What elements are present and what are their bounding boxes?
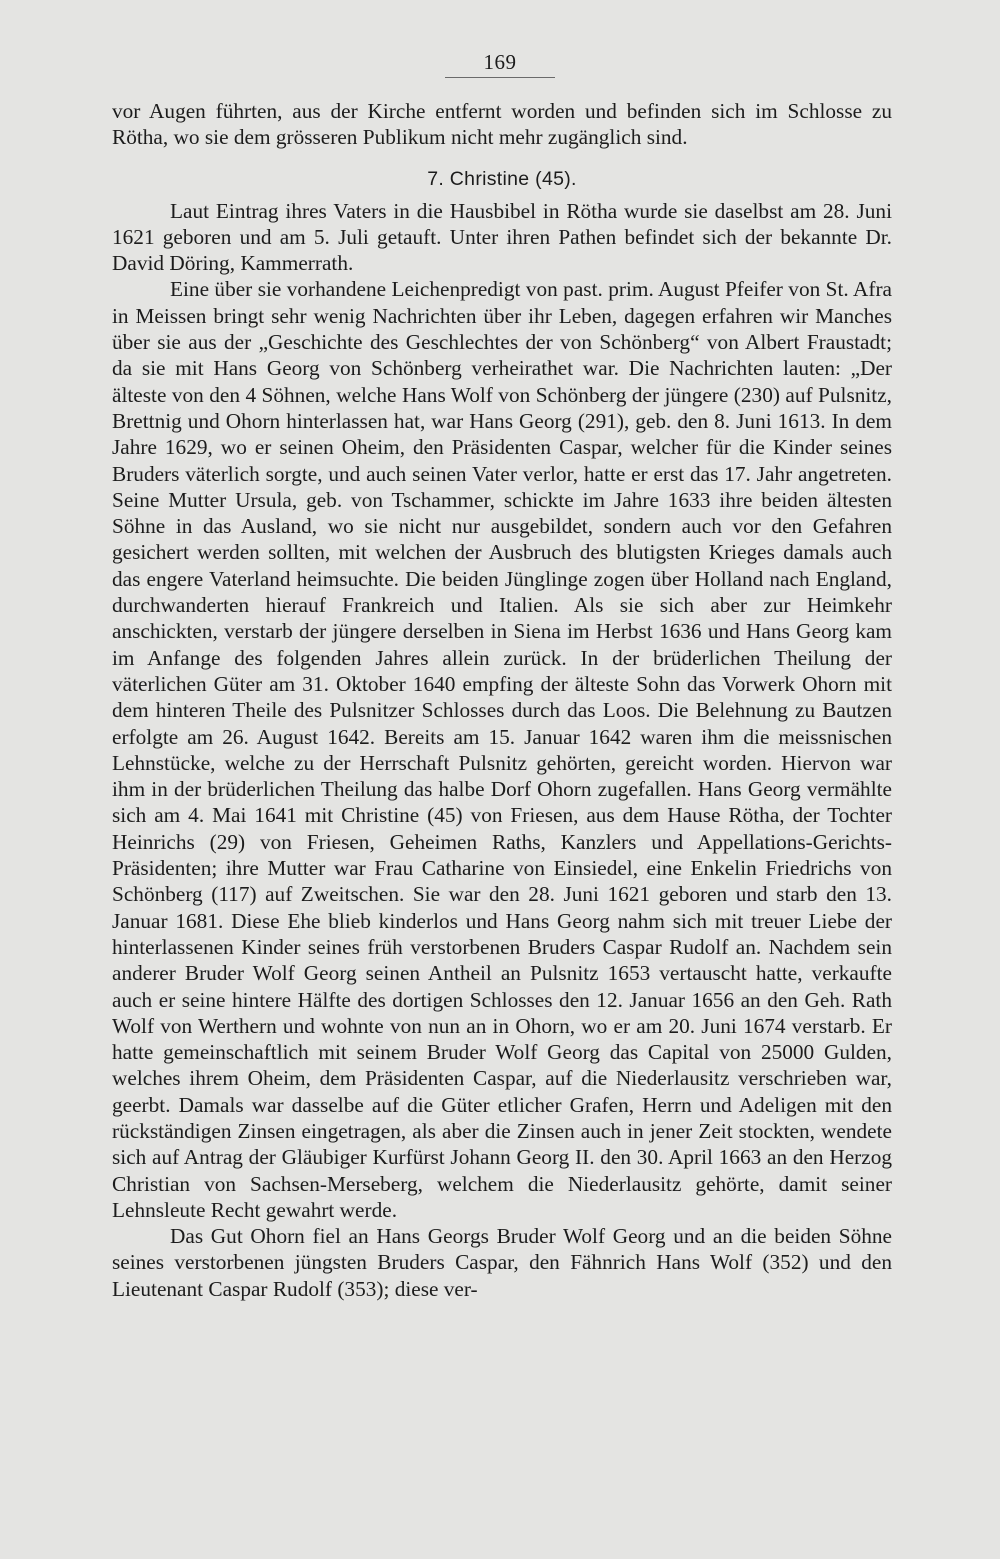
body-text: [112, 98, 892, 1302]
paragraph-ohorn-estate: Das Gut Ohorn fiel an Hans Georgs Bruder Wolf Georg und an die beiden Söhne seines verstorbenen jüngsten Bruders Caspar, den Fähnrich Hans Wolf (352) und den Lieutenant Caspar Rudolf (353); diese ver-: [112, 1224, 892, 1301]
page-number: 169: [483, 50, 517, 74]
paragraph-baptism: Laut Eintrag ihres Vaters in die Hausbibel in Rötha wurde sie daselbst am 28. Juni 1621 geboren und am 5. Juli getauft. Unter ihren Pathen befindet sich der bekannte Dr. David Döring, Kammerrath.: [112, 198, 892, 276]
continued-paragraph: vor Augen führten, aus der Kirche entfernt worden und befinden sich im Schlosse zu Rötha, wo sie dem grösseren Publikum nicht mehr zugänglich sind.: [112, 99, 892, 150]
section-heading: 7. Christine (45).: [427, 167, 577, 190]
page-number-rule: [445, 77, 555, 78]
paragraph-biography: Eine über sie vorhandene Leichenpredigt von past. prim. August Pfeifer von St. Afra in Meissen bringt sehr wenig Nachrichten über ihr Leben, dagegen erfahren wir Manches über sie aus der „Geschichte des Geschlechtes der von Schönberg“ von Albert Fraustadt; da sie mit Hans Georg von Schönberg verheirathet war. Die Nachrichten lauten: „Der älteste von den 4 Söhnen, welche Hans Wolf von Schönberg der jüngere (230) auf Pulsnitz, Brettnig und Ohorn hinterlassen hat, war Hans Georg (291), geb. den 8. Juni 1613. In dem Jahre 1629, wo er seinen Oheim, den Präsidenten Caspar, welcher für die Kinder seines Bruders väterlich sorgte, und auch seinen Vater verlor, hatte er erst das 17. Jahr angetreten. Seine Mutter Ursula, geb. von Tschammer, schickte im Jahre 1633 ihre beiden ältesten Söhne in das Ausland, wo sie nicht nur ausgebildet, sondern auch vor den Gefahren gesichert werden sollten, mit welchen der Ausbruch des blutigsten Krieges damals auch das engere Vaterland heimsuchte. Die beiden Jünglinge zogen über Holland nach England, durchwanderten hierauf Frankreich und Italien. Als sie sich aber zur Heimkehr anschickten, verstarb der jüngere derselben in Siena im Herbst 1636 und Hans Georg kam im Anfange des folgenden Jahres allein zurück. In der brüderlichen Theilung der väterlichen Güter am 31. Oktober 1640 empfing der älteste Sohn das Vorwerk Ohorn mit dem hinteren Theile des Pulsnitzer Schlosses durch das Loos. Die Belehnung zu Bautzen erfolgte am 26. August 1642. Bereits am 15. Januar 1642 waren ihm die meissnischen Lehnstücke, welche zu der Herrschaft Pulsnitz gehörten, gereicht worden. Hiervon war ihm in der brüderlichen Theilung das halbe Dorf Ohorn zugefallen. Hans Georg vermählte sich am 4. Mai 1641 mit Christine (45) von Friesen, aus dem Hause Rötha, der Tochter Heinrichs (29) von Friesen, Geheimen Raths, Kanzlers und Appellations-Gerichts-Präsidenten; ihre Mutter war Frau Catharine von Einsiedel, eine Enkelin Friedrichs von Schönberg (117) auf Zweitschen. Sie war den 28. Juni 1621 geboren und starb den 13. Januar 1681. Diese Ehe blieb kinderlos und Hans Georg nahm sich mit treuer Liebe der hinterlassenen Kinder seines früh verstorbenen Bruders Caspar Rudolf an. Nachdem sein anderer Bruder Wolf Georg seinen Antheil an Pulsnitz 1653 vertauscht hatte, verkaufte auch er seine hintere Hälfte des dortigen Schlosses den 12. Januar 1656 an den Geh. Rath Wolf von Werthern und wohnte von nun an in Ohorn, wo er am 20. Juni 1674 verstarb. Er hatte gemeinschaftlich mit seinem Bruder Wolf Georg das Capital von 25000 Gulden, welches ihrem Oheim, dem Präsidenten Caspar, auf die Niederlausitz verschrieben war, geerbt. Damals war dasselbe auf die Güter etlicher Grafen, Herrn und Adeligen mit den rückständigen Zinsen eingetragen, als aber die Zinsen auch in jener Zeit stockten, wendete sich auf Antrag der Gläubiger Kurfürst Johann Georg II. den 30. April 1663 an den Herzog Christian von Sachsen-Merseberg, welchem die Niederlausitz gehörte, damit seiner Lehnsleute Recht gewahrt werde.: [112, 277, 892, 1222]
